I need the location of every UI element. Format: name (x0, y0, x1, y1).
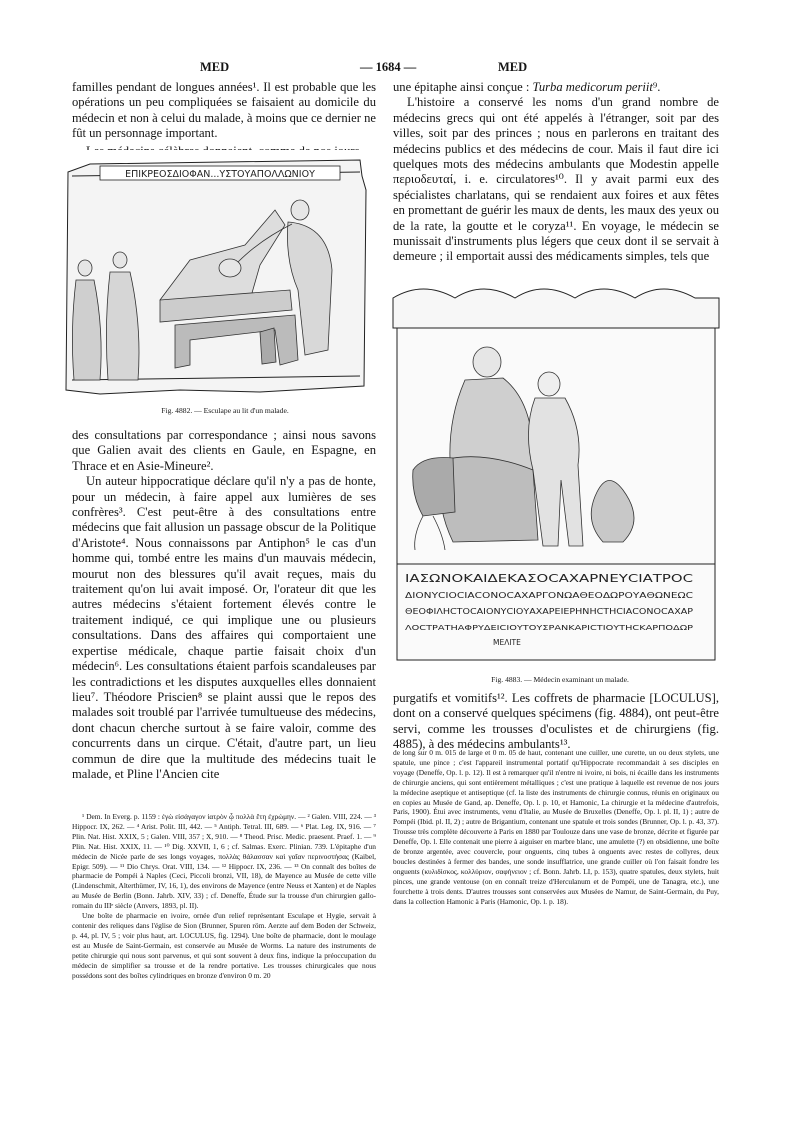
right-column-bottom (393, 691, 719, 753)
inscription-line-1: ΙΑΣΩΝΟΚΑΙΔΕΚΑΣΟCΑΧΑΡΝΕΥCΙΑΤΡΟC (405, 573, 693, 585)
footnotes-right (393, 748, 719, 907)
figure-4883-caption: Fig. 4883. — Médecin examinant un malade. (491, 675, 629, 684)
inscription: ΕΠΙΚΡΕΟΣΔΙΟΦΑΝ...ΥΣΤΟΥΑΠΟΛΛΩΝΙΟΥ (125, 169, 315, 180)
paragraph: L'histoire a conservé les noms d'un grand nombre de médecins grecs qui ont été appelés à l'étranger, soit par des villes, soit par des princes ; nous en parlerons en traitant des médecins publics et des médecins de cour. Mais il faut dire ici quelques mots des médecins ambulants que Modestin appelle περιοδευταί, i. e. circulatores¹⁰. Il y avait parmi eux des spécialistes charlatans, qui se rendaient aux foires et aux fêtes en promettant de guérir les maux de dents, les maux des yeux ou de la rate, la goutte et le coryza¹¹. En voyage, le médecin se munissait d'instruments plus légers que ceux dont il se servait à demeure ; il emportait aussi des médicaments simples, tels que (393, 95, 719, 264)
footnotes-left (72, 812, 376, 980)
footnote: Une boîte de pharmacie en ivoire, ornée d'un relief représentant Esculape et Hygie, servait à contenir des reliques dans l'église de Sion (Brunner, Spuren röm. Aerzte auf dem Boden der Schweiz, p. 44, pl. IV, 5 ; voir plus haut, art. LOCULUS, fig. 1294). Une boîte de pharmacie, dont le moulage est au Musée de Saint-Germain, est conservée au Musée de Worms. La nature des instruments de petite chirurgie qui nous sont parvenus, et qui sont souvent à deux fins, indique la préoccupation du médecin de simplifier sa trousse et de la rendre portative. Les trousses chirurgicales que nous possédons sont des boîtes cylindriques en bronze d'environ 0 m. 20 (72, 911, 376, 980)
left-column-bottom (72, 428, 376, 782)
inscription-line-5: ΜΕΛΙΤΕ (493, 638, 521, 647)
figure-4882-caption: Fig. 4882. — Esculape au lit d'un malade. (161, 406, 289, 415)
right-column-top (393, 80, 719, 265)
footnote: ¹ Dem. In Everg. p. 1159 : ἐγὼ εἰσάγαγον ἰατρὸν ᾧ πολλὰ ἔτη ἐχρώμην. — ² Galen. VIII, 224. — ³ Hippocr. IX, 262. — ⁴ Arist. Polit. III, 442. — ⁵ Antiph. Tetral. III, 689. — ⁶ Plat. Leg. IX, 916. — ⁷ Plin. Nat. Hist. XXIX, 5 ; Galen. VIII, 357 ; X, 910. — ⁸ Theod. Prisc. Medic. praesent. Praef. 1. — ⁹ Plin. Nat. Hist. XXIX, 11. — ¹⁰ Dig. XXVII, 1, 6 ; cf. Salmas. Exerc. Plinian. 739. L'épitaphe d'un médecin de Nicée parle de ses longs voyages, πολλὰς θάλασσαν καὶ γαῖαν περινοστήσας (Kaibel, Epigr. 509). — ¹¹ Dio Chrys. Orat. VIII, 134. — ¹² Hippocr. IX, 236. — ¹³ On connaît des boîtes de pharmacie de Pompéi à Naples (Ceci, Piccoli bronzi, VII, 18), de Mayence au Musée de cette ville (Lindenschmit, Alterthümer, IV, 16, 1), des environs de Mayence (entre Neuss et Xanten) et de Naples au Musée de Berlin (Bonn. Jahrb. XIV, 33) ; cf. Deneffe, Étude sur la trousse d'un chirurgien gallo-romain du IIIᵉ siècle (Anvers, 1893, pl. II). (72, 812, 376, 911)
inscription-line-2: ΔΙΟΝΥCΙΟCΙΑCΟΝΟCΑΧΑΡΓΟΝΩΑΘΕΟΔΩΡΟΥΑΘΩΝΕΩC (405, 591, 693, 600)
footnote-continued: de long sur 0 m. 015 de large et 0 m. 05 de haut, contenant une cuiller, une curette, un ou deux stylets, une spatule, une pince ; c'est l'appareil instrumental portatif qu'Hippocrate recommandait à ses disciples en voyage (Deneffe, Op. l. p. 12). Il est à remarquer qu'il n'entre ni ivoire, ni bois, ni écaille dans les instruments de chirurgie anciens, qui sont entièrement métalliques ; c'est une pratique à laquelle est revenue de nos jours la médecine aseptique et antiseptique (cf. la liste des instruments de chirurgie connus, réunis en originaux ou en copies au Musée de Gand, ap. Deneffe, Op. l. p. 10, et Hamonic, La chirurgie et la médecine d'autrefois, Paris, 1900). Étui avec instruments, venu d'Italie, au Musée de Bruxelles (Deneffe, Op. l. pl. II, 1) ; autre de Pompéi (Ibid. pl. II, 2) ; autre de Brigantium, contenant une spatule et trois sondes (Brunner, Op. l. p. 43, 37). Trousse très complète découverte à Paris en 1880 par Toulouze dans une vase de bronze, décrite et figurée par Deneffe, Op. l. Elle contenait une pierre à aiguiser en marbre blanc, une amulette (?) en obsidienne, une boîte de bronze argentée, avec couvercle, pour onguents, cinq tubes à onguents avec restes de collyres, deux boucles destinées à fermer des bandes, une sonde insufflatrice, une grande cuiller où l'on faisait fondre les onguents (κυλιδίσκος, κολλύριον, σαφήνειον ; cf. Bonn. Jahrb. LI, p. 153), quatre spatules, deux stylets, huit pinces, une grande ventouse (on en connaît treize d'Herculanum et de Pompéi, une de Tanagra, etc.), une fourchette à trois dents. D'autres trousses sont conservées aux Musées de Namur, de Saint-Germain, du Puy, dans la collection Hamonic à Paris (Hamonic, Op. l. p. 18). (393, 748, 719, 906)
figure-4883 (383, 280, 729, 670)
header-left: MED (200, 60, 230, 74)
latin-quote: Turba medicorum periit (532, 80, 653, 94)
figure-4882 (60, 150, 378, 400)
paragraph: Un auteur hippocratique déclare qu'il n'y a pas de honte, pour un médecin, à faire appel aux lumières de ses confrères³. C'est peut-être à des consultations entre médecins que fait allusion un passage obscur de la Politique d'Aristote⁴. Nous connaissons par Antiphon⁵ le cas d'un homme qui, tombé entre les mains d'un mauvais médecin, mourut non des blessures qu'il avait reçues, mais du traitement qu'on lui avait imposé. Or, l'orateur dit que les autres médecins s'étaient fortement élevés contre le traitement indiqué, ce qui implique une ou plusieurs consultations. Dans des affaires qui comportaient une expertise médicale, chaque partie faisait choix d'un médecin⁶. Les consultations étaient parfois scandaleuses par les contradictions et les disputes auxquelles elles donnaient lieu⁷. Théodore Priscien⁸ se plaint aussi que le repos des malades soit troublé par l'arrivée tumultueuse des médecins, dont chacun cherche surtout à se faire valoir, comme des concurrents dans un cirque. C'était, d'autre part, un lieu commun de dire que la multitude des médecins tuait le malade, et Pline l'Ancien cite (72, 474, 376, 781)
inscription-line-4: ΛΟCΤΡΑΤΗΑΦΡΥΔΕΙCΙΟΥΤΟΥΣΡΑΝΚΑΡΙCΤΙΟΥΤΗCΚΑΡΠΟΔΩΡ (405, 624, 693, 632)
paragraph: familles pendant de longues années¹. Il est probable que les opérations un peu compliquées se faisaient au domicile du médecin et non à celui du malade, à moins que ce dernier ne fût un personnage important. (72, 80, 376, 141)
left-column-top (72, 80, 376, 159)
paragraph: une épitaphe ainsi conçue : Turba medicorum periit⁹. (393, 80, 661, 94)
inscription-line-3: ΘΕΟΦΙΛΗCΤΟCΑΙΟΝΥCΙΟΥΑΧΑΡΕΙΕΡΗΝΗCΤΗCΙΑCΟΝΟCΑΧΑΡ (405, 607, 694, 616)
page-number: — 1684 — (360, 60, 417, 74)
paragraph: des consultations par correspondance ; ainsi nous savons que Galien avait des clients en Gaule, en Espagne, en Thrace et en Asie-Mineure². (72, 428, 376, 473)
header-right: MED (498, 60, 528, 74)
paragraph: purgatifs et vomitifs¹². Les coffrets de pharmacie [LOCULUS], dont on a conservé quelques spécimens (fig. 4884), ont peut-être servi, comme les trousses d'oculistes et de chirurgiens (fig. 4885), à des médecins ambulants¹³. (393, 691, 719, 752)
